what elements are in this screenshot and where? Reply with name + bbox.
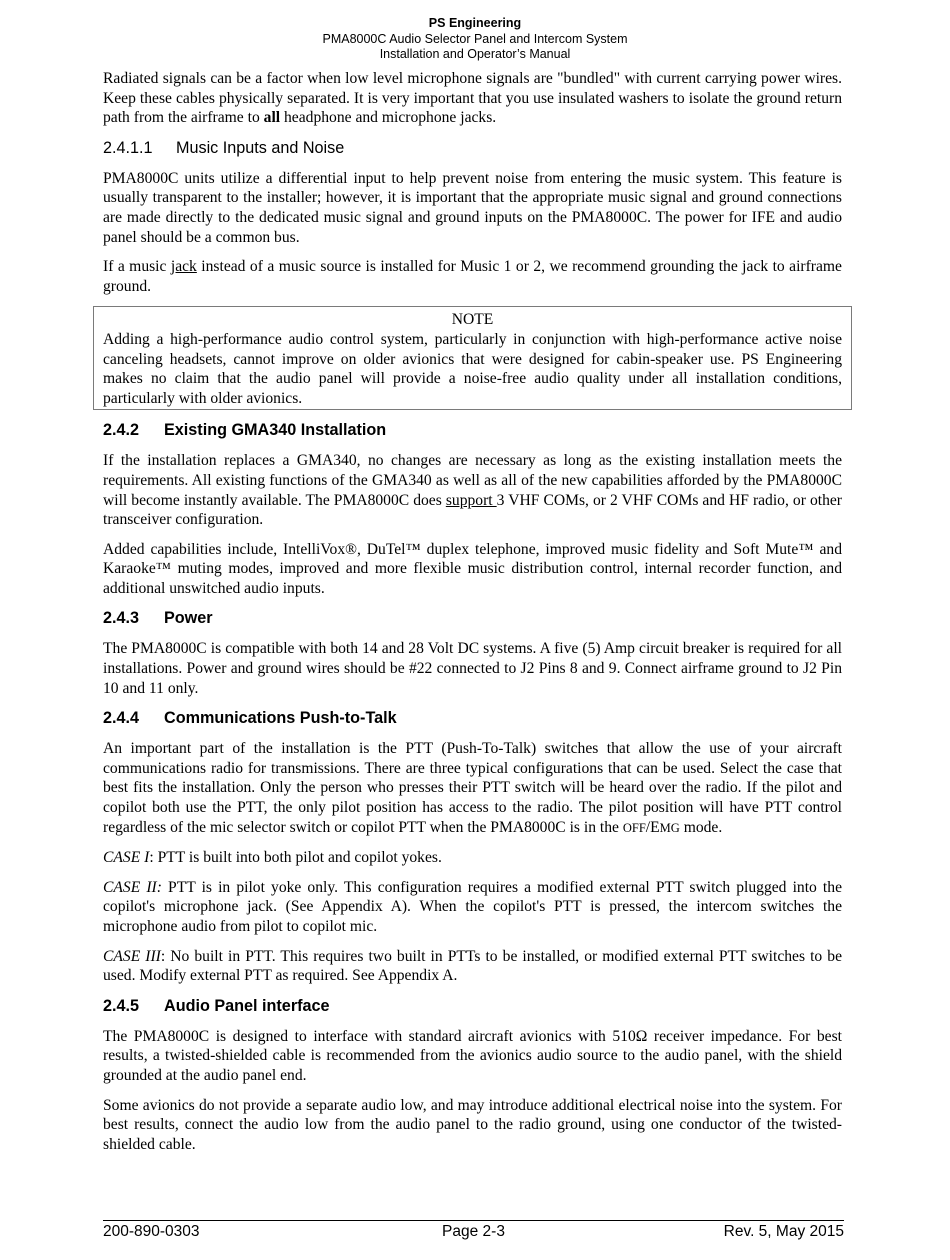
section-number: 2.4.3	[103, 609, 140, 628]
footer-revision: Rev. 5, May 2015	[723, 1223, 844, 1240]
section-number: 2.4.5	[103, 996, 140, 1015]
section-number: 2.4.2	[103, 421, 140, 440]
header-product: PMA8000C Audio Selector Panel and Intercom System	[322, 31, 628, 46]
header-company: PS Engineering	[428, 16, 522, 30]
section-number: 2.4.4	[103, 709, 140, 728]
case-2-paragraph: CASE II: PTT is in pilot yoke only. This configuration requires a modified external PTT switch plugged into the copilot's microphone jack. (See Appendix A). When the copilot's PTT is pressed, the intercom switches the microphone audio from pilot to copilot mic.	[103, 878, 842, 935]
case-1-paragraph: CASE I: PTT is built into both pilot and copilot yokes.	[103, 849, 442, 867]
section-heading-2-4-4	[103, 708, 842, 728]
section-title: Power	[164, 609, 213, 628]
emphasis-all: all	[263, 109, 281, 127]
paragraph: The PMA8000C is compatible with both 14 and 28 Volt DC systems. A five (5) Amp circuit breaker is required for all installations. Power and ground wires should be #22 connected to J2 Pins 8 and 9. Connect airframe ground to J2 Pin 10 and 11 only.	[103, 640, 842, 697]
paragraph: If a music jack instead of a music source is installed for Music 1 or 2, we recommend grounding the jack to airframe ground.	[103, 258, 842, 295]
section-title: Existing GMA340 Installation	[164, 421, 387, 440]
section-heading-2-4-5	[103, 996, 842, 1016]
note-title: NOTE	[451, 311, 494, 329]
page-header	[0, 16, 950, 63]
note-text: Adding a high-performance audio control system, particularly in conjunction with high-performance active noise canceling headsets, cannot improve on older avionics that were designed for cabin-speaker use. PS Engineering makes no claim that the audio panel will provide a noise-free audio quality under all installation conditions, particularly with older avionics.	[103, 330, 842, 407]
paragraph: The PMA8000C is designed to interface with standard aircraft avionics with 510Ω receiver impedance. For best results, a twisted-shielded cable is recommended from the avionics audio source to the audio panel, with the shield grounded at the audio panel end.	[103, 1027, 842, 1084]
page-body	[103, 69, 842, 1164]
section-title: Music Inputs and Noise	[176, 138, 345, 157]
case-label: CASE II:	[103, 878, 162, 896]
note-box	[93, 306, 852, 410]
paragraph: Some avionics do not provide a separate audio low, and may introduce additional electrical noise into the system. For best results, connect the audio low from the audio panel to the radio ground, using one conductor of the twisted-shielded cable.	[103, 1096, 842, 1153]
section-number: 2.4.1.1	[103, 138, 153, 157]
intro-paragraph: Radiated signals can be a factor when low level microphone signals are "bundled" with current carrying power wires. Keep these cables physically separated. It is very important that you use insulated washers to isolate the ground return path from the airframe to all headphone and microphone jacks.	[103, 70, 842, 127]
underlined-jack: jack	[170, 258, 197, 276]
case-3-paragraph: CASE III: No built in PTT. This requires two built in PTTs to be installed, or modified external PTT switches to be used. Modify external PTT as required. See Appendix A.	[103, 947, 842, 985]
paragraph: PMA8000C units utilize a differential input to help prevent noise from entering the music system. This feature is usually transparent to the installer; however, it is important that the appropriate music signal and ground connections are made directly to the dedicated music signal and ground inputs on the PMA8000C. The power for IFE and audio panel should be a common bus.	[103, 169, 842, 246]
case-label: CASE I	[103, 849, 150, 867]
section-heading-2-4-2	[103, 420, 842, 440]
footer-page-number: Page 2-3	[442, 1223, 505, 1240]
header-manual: Installation and Operator’s Manual	[379, 47, 571, 61]
paragraph: If the installation replaces a GMA340, no changes are necessary as long as the existing installation meets the requirements. All existing functions of the GMA340 as well as all of the new capabilities afforded by the PMA8000C will become instantly available. The PMA8000C does support 3 VHF COMs, or 2 VHF COMs and HF radio, or other transceiver configuration.	[103, 452, 842, 529]
case-label: CASE III	[103, 947, 161, 965]
paragraph: Added capabilities include, IntelliVox®, DuTel™ duplex telephone, improved music fidelity and Soft Mute™ and Karaoke™ muting modes, improved and more flexible music distribution control, internal recorder function, and additional unswitched audio inputs.	[103, 540, 842, 597]
section-title: Audio Panel interface	[164, 996, 330, 1015]
section-title: Communications Push-to-Talk	[164, 709, 397, 728]
section-heading-2-4-1-1	[103, 138, 842, 158]
section-heading-2-4-3	[103, 608, 842, 628]
paragraph: An important part of the installation is the PTT (Push-To-Talk) switches that allow the use of your aircraft communications radio for transmissions. There are three typical configurations that can be used. Select the case that best fits the installation. Only the person who presses their PTT switch will be heard over the radio. If the pilot and copilot both use the PTT, the only pilot position has access to the radio. The pilot position will have PTT control regardless of the mic selector switch or copilot PTT when the PMA8000C is in the OFF/EMG mode.	[103, 740, 842, 836]
footer-divider	[103, 1220, 844, 1221]
underlined-support: support	[445, 491, 497, 509]
footer-doc-number: 200-890-0303	[103, 1223, 200, 1240]
